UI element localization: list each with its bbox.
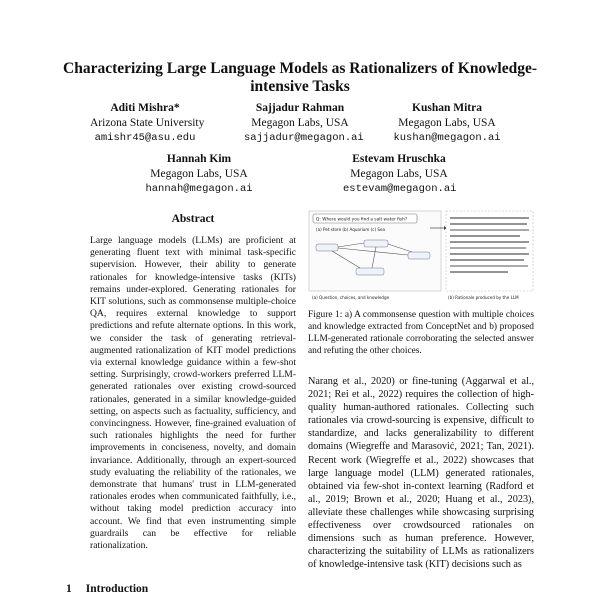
figure-panel-a-label: (a) Question, choices, and knowledge [312, 295, 390, 300]
abstract-heading: Abstract [171, 213, 215, 225]
figure-question: Q: Where would you find a salt water fish? [316, 217, 408, 223]
author-name: Estevam Hruschka [352, 153, 446, 165]
author-email: estevam@megagon.ai [343, 183, 457, 195]
kg-node-fish [316, 244, 338, 251]
abstract-text: Large language models (LLMs) are proficient at generating fluent text with minimal task-specific supervision. However, their ability to generate rationales for knowledge-intensive tasks (KITs) remains under-explored. Generating rationales for KIT solutions, such as commonsense multiple-choice QA, requires external knowledge to support predictions and refute alternate options. In this work, we consider the task of generating retrieval-augmented rationalization of KIT model predictions via external knowledge guidance within a few-shot setting. Surprisingly, crowd-workers preferred LLM-generated rationales over existing crowd-sourced rationales, generated in a similar knowledge-guided setting, on aspects such as factuality, sufficiency, and convincingness. However, fine-grained evaluation of such rationales highlights the need for further improvements in conciseness, novelty, and domain invariance. Additionally, through an expert-sourced study evaluating the reliability of the rationales, we demonstrate that humans' trust in LLM-generated rationales erodes when communicated faithfully, i.e., without taking model prediction accuracy into account. We find that even instrumenting simple guardrails can be effective for reliable rationalization. [90, 235, 296, 552]
paper-title: Characterizing Large Language Models as Rationalizers of Knowledge-intensive Tasks [63, 60, 537, 95]
kg-node-sea [408, 252, 430, 259]
figure-1 [308, 210, 534, 302]
author-name: Aditi Mishra* [110, 102, 180, 114]
author-email: kushan@megagon.ai [393, 132, 501, 144]
section-title: Introduction [85, 583, 149, 595]
figure-caption: Figure 1: a) A commonsense question with multiple choices and knowledge extracted from ConceptNet and b) proposed LLM-generated rationale corroborating the selected answer and refuting the other choices. [308, 310, 534, 356]
section-number: 1 [66, 583, 72, 595]
author-affiliation: Arizona State University [90, 117, 205, 129]
author-name: Kushan Mitra [412, 102, 482, 114]
author-affiliation: Megagon Labs, USA [251, 117, 349, 129]
author-email: hannah@megagon.ai [145, 183, 253, 195]
author-email: amishr45@asu.edu [94, 132, 196, 144]
author-affiliation: Megagon Labs, USA [150, 168, 248, 180]
author-affiliation: Megagon Labs, USA [350, 168, 448, 180]
author-4 [144, 152, 254, 197]
author-3 [392, 101, 502, 146]
author-affiliation: Megagon Labs, USA [398, 117, 496, 129]
author-5 [343, 152, 455, 197]
author-email: sajjadur@megagon.ai [244, 132, 364, 144]
author-name: Hannah Kim [166, 153, 232, 165]
kg-node-aquarium [364, 240, 388, 247]
author-2 [244, 101, 364, 146]
figure-choices: (a) Pet store (b) Aquarium (c) Sea [316, 227, 386, 232]
figure-panel-b-label: (b) Rationale produced by the LLM [448, 295, 519, 300]
kg-node-pet-store [356, 268, 384, 275]
author-name: Sajjadur Rahman [255, 102, 345, 114]
author-1 [90, 101, 205, 146]
figure-panel-b [446, 211, 533, 291]
body-text-right-column: Narang et al., 2020) or fine-tuning (Aggarwal et al., 2021; Rei et al., 2022) requires the collection of high-quality human-authored rationales. Collecting such rationales via crowd-sourcing is expensive, difficult to standardize, and lacks generalizability to different domains (Wiegreffe and Marasović, 2021; Tan, 2021). Recent work (Wiegreffe et al., 2022) showcases that large language model (LLM) generated rationales, obtained via few-shot in-context learning (Radford et al., 2019; Brown et al., 2020; Huang et al., 2023), alleviate these challenges while showcasing surprising effectiveness over crowdsourced rationales on dimensions such as human preference. However, characterizing the suitability of LLMs as rationalizers of knowledge-intensive task (KIT) decisions such as [308, 376, 534, 571]
section-heading [66, 583, 148, 595]
